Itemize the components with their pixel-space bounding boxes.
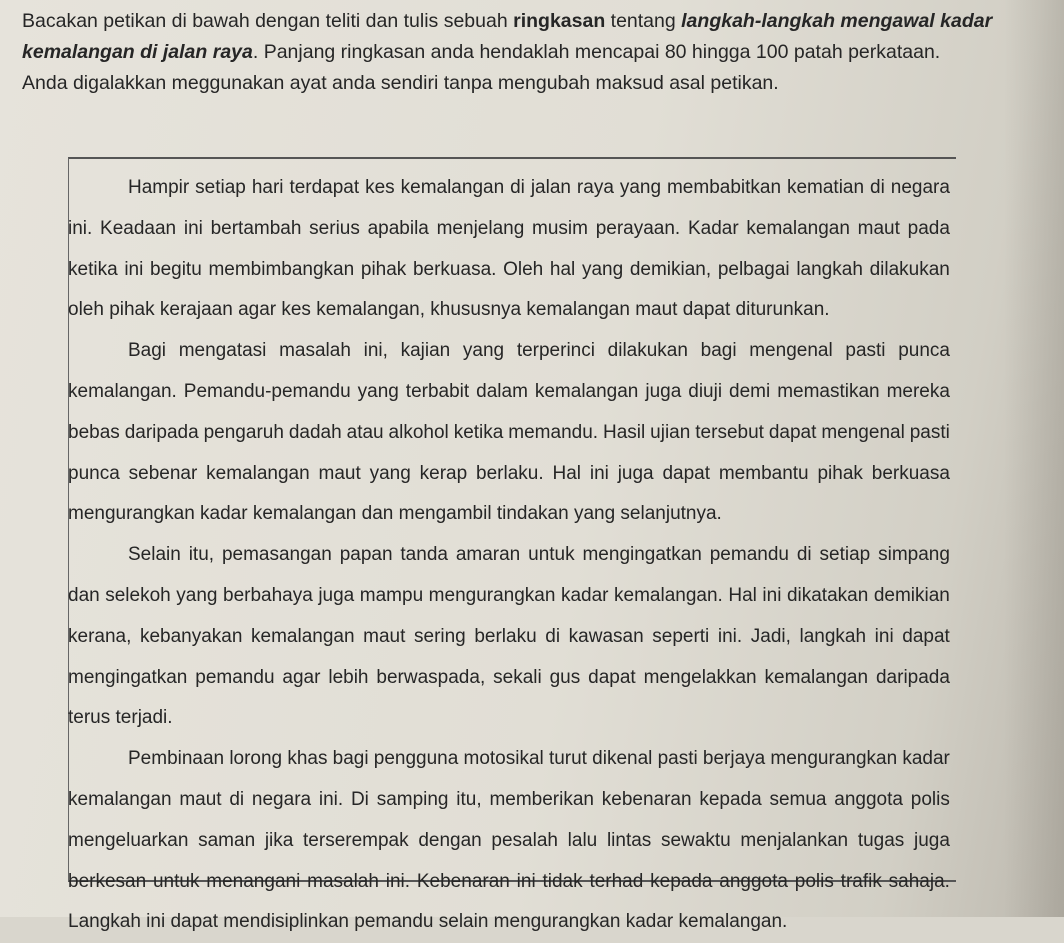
passage-word: dapat bbox=[902, 625, 950, 647]
passage-word: terserempak bbox=[303, 829, 409, 851]
passage-word: tersebut bbox=[695, 421, 764, 443]
passage-word: setiap bbox=[195, 177, 246, 198]
passage-word: Pembinaan bbox=[128, 748, 225, 770]
passage-line bbox=[68, 617, 954, 658]
passage-word: hal bbox=[549, 258, 576, 280]
passage-word: ini bbox=[589, 462, 609, 484]
passage-line bbox=[68, 168, 954, 209]
passage-word: agar bbox=[282, 666, 321, 688]
passage-word: demi bbox=[729, 380, 771, 402]
passage-word: begitu bbox=[150, 258, 202, 280]
passage-word: hari bbox=[251, 177, 284, 198]
passage-line-text: oleh pihak kerajaan agar kes kemalangan, khususnya kemalangan maut dapat diturunkan. bbox=[68, 299, 830, 321]
passage-word: kepada bbox=[650, 870, 713, 892]
passage-word: jika bbox=[264, 829, 294, 851]
passage-line bbox=[68, 821, 954, 862]
passage-word: Kebenaran bbox=[416, 870, 510, 892]
passage-word: ujian bbox=[650, 421, 691, 443]
passage-word: maut bbox=[363, 625, 406, 647]
passage-word: di bbox=[510, 177, 525, 198]
passage-word: untuk bbox=[528, 544, 575, 566]
passage-word: berkuasa bbox=[871, 462, 950, 484]
passage-word: pemandu bbox=[195, 666, 275, 688]
passage-word: mengeluarkan bbox=[68, 829, 189, 851]
passage-word: masalah bbox=[279, 340, 351, 362]
passage-word: atau bbox=[346, 421, 384, 443]
passage-word: maut bbox=[857, 217, 900, 239]
passage-word: daripada bbox=[124, 421, 199, 443]
passage-line bbox=[68, 372, 954, 413]
passage-word: membabitkan bbox=[666, 177, 782, 198]
passage-word: menjalankan bbox=[740, 829, 849, 851]
passage-word: terperinci bbox=[516, 340, 595, 362]
passage-word: simpang bbox=[878, 544, 950, 566]
passage-word: apabila bbox=[367, 217, 429, 239]
passage-word: mampu bbox=[359, 584, 424, 606]
passage-line bbox=[68, 290, 954, 331]
passage-word: samping bbox=[376, 788, 449, 810]
passage-word: pengaruh bbox=[203, 421, 284, 443]
passage-word: semua bbox=[769, 788, 827, 810]
passage-word: demikian, bbox=[629, 258, 712, 280]
passage-word: berbahaya bbox=[223, 584, 313, 606]
passage-line bbox=[68, 576, 954, 617]
passage-word: langkah bbox=[796, 258, 863, 280]
passage-word: raya bbox=[576, 177, 614, 198]
passage-line bbox=[68, 862, 954, 903]
passage-word: ini. bbox=[318, 788, 344, 810]
passage-word: Pemandu-pemandu bbox=[183, 380, 351, 402]
passage-word: khas bbox=[287, 748, 328, 770]
passage-word: membantu bbox=[718, 462, 809, 484]
passage-word: langkah bbox=[799, 625, 867, 647]
instructions bbox=[22, 6, 1012, 99]
passage-word: mengingatkan bbox=[582, 544, 702, 566]
passage-word: menangani bbox=[206, 870, 301, 892]
passage-word: musim bbox=[532, 217, 588, 239]
instructions-line-3: Anda digalakkan meggunakan ayat anda sendiri tanpa mengubah maksud asal petikan. bbox=[22, 72, 779, 94]
passage-word: ini bbox=[762, 584, 782, 606]
passage-word: lorong bbox=[229, 748, 283, 770]
passage-word: berlaku. bbox=[476, 462, 544, 484]
passage-line bbox=[68, 454, 954, 495]
topic-part-2: kemalangan di jalan raya bbox=[22, 41, 253, 63]
passage-word: kemalangan. bbox=[68, 380, 177, 402]
passage-line bbox=[68, 698, 954, 739]
passage-word: pihak bbox=[360, 258, 407, 280]
passage-word: mengingatkan bbox=[68, 666, 188, 688]
passage-word: polis bbox=[794, 870, 834, 892]
passage-word: tidak bbox=[542, 870, 583, 892]
passage-word: Hal bbox=[728, 584, 757, 606]
passage-word: kemalangan. bbox=[614, 584, 723, 606]
passage-word: kemalangan bbox=[534, 380, 639, 402]
passage-word: mengenal bbox=[821, 421, 905, 443]
passage-word: yang bbox=[619, 177, 662, 198]
passage-line bbox=[68, 494, 954, 535]
passage-line bbox=[68, 209, 954, 250]
passage-word: di bbox=[545, 625, 561, 647]
passage-word: mengenal bbox=[749, 340, 833, 362]
passage-word: masalah bbox=[307, 870, 379, 892]
passage-word: kemalangan bbox=[400, 177, 505, 198]
passage-line-text: mengurangkan kadar kemalangan dan mengambil tindakan yang selanjutnya. bbox=[68, 503, 722, 525]
passage-word: pasti bbox=[909, 421, 950, 443]
instructions-line-2: kemalangan di jalan raya. Panjang ringkasan anda hendaklah mencapai 80 hingga 100 patah perkataan. bbox=[22, 41, 941, 63]
passage-word: trafik bbox=[840, 870, 882, 892]
passage-word: mengurangkan bbox=[770, 748, 898, 770]
passage-word: sewaktu bbox=[660, 829, 731, 851]
passage-word: negara bbox=[890, 177, 950, 198]
passage-word: lintas bbox=[606, 829, 652, 851]
passage-word: ini. bbox=[717, 625, 743, 647]
passage-word: negara bbox=[251, 788, 312, 810]
passage-word: kerana, bbox=[68, 625, 132, 647]
passage-word: kerap bbox=[419, 462, 468, 484]
passage-line bbox=[68, 250, 954, 291]
passage-word: kemalangan bbox=[206, 462, 310, 484]
passage-word: gus bbox=[549, 666, 581, 688]
passage-word: sering bbox=[414, 625, 466, 647]
passage-word: Hampir bbox=[128, 177, 190, 198]
passage-word: berkuasa. bbox=[412, 258, 497, 280]
passage-word: tugas bbox=[857, 829, 905, 851]
passage-word: dapat bbox=[588, 666, 636, 688]
passage-word: itu, bbox=[188, 544, 215, 566]
passage-word: dapat bbox=[768, 421, 817, 443]
passage-word: Selain bbox=[128, 544, 181, 566]
passage-word: amaran bbox=[455, 544, 521, 566]
passage-word: pesalah bbox=[491, 829, 558, 851]
passage-word: Hasil bbox=[603, 421, 646, 443]
passage-word: pemandu bbox=[709, 544, 789, 566]
passage-word: dalam bbox=[476, 380, 528, 402]
passage-word: mereka bbox=[886, 380, 950, 402]
passage-word: maut bbox=[318, 462, 361, 484]
passage-word: dikenal bbox=[592, 748, 653, 770]
passage-word: Hal bbox=[552, 462, 581, 484]
passage-word: bagi bbox=[332, 748, 369, 770]
passage-word: di bbox=[796, 544, 812, 566]
passage-line bbox=[68, 739, 954, 780]
passage-word: kadar bbox=[560, 584, 609, 606]
passage-word: juga bbox=[913, 829, 950, 851]
passage-word: diuji bbox=[688, 380, 723, 402]
passage-word: serius bbox=[309, 217, 360, 239]
passage-word: bertambah bbox=[210, 217, 302, 239]
passage-word: lalu bbox=[567, 829, 598, 851]
passage-word: pihak bbox=[817, 462, 863, 484]
passage-word: mengelakkan bbox=[643, 666, 757, 688]
passage-word: juga bbox=[645, 380, 682, 402]
passage-word: kemalangan bbox=[764, 666, 869, 688]
passage-word: dadah bbox=[288, 421, 342, 443]
passage-word: Jadi, bbox=[750, 625, 791, 647]
passage-word: juga bbox=[318, 584, 355, 606]
passage-word: sebenar bbox=[128, 462, 198, 484]
passage-word: polis bbox=[910, 788, 950, 810]
passage-word: selekoh bbox=[105, 584, 171, 606]
passage-word: alkohol bbox=[388, 421, 449, 443]
passage-word: Oleh bbox=[503, 258, 544, 280]
passage-word: maut bbox=[179, 788, 222, 810]
passage-word: sekali bbox=[493, 666, 542, 688]
passage-word: dapat bbox=[662, 462, 711, 484]
passage-word: itu, bbox=[456, 788, 482, 810]
passage-word: memberikan bbox=[489, 788, 594, 810]
passage-word: ini bbox=[183, 217, 203, 239]
passage-line bbox=[68, 780, 954, 821]
passage-word: yang bbox=[369, 462, 411, 484]
passage-word: mengatasi bbox=[178, 340, 267, 362]
passage-line bbox=[68, 413, 954, 454]
passage-word: kadar bbox=[902, 748, 950, 770]
passage-word: anggota bbox=[719, 870, 788, 892]
passage-word: memastikan bbox=[777, 380, 880, 402]
passage-word: ini bbox=[516, 870, 536, 892]
passage-word: yang bbox=[357, 380, 399, 402]
passage-word: punca bbox=[68, 462, 120, 484]
passage-word: pasti bbox=[657, 748, 698, 770]
passage-word: terbabit bbox=[405, 380, 470, 402]
passage-word: ketika bbox=[453, 421, 504, 443]
passage-word: Di bbox=[350, 788, 369, 810]
page-edge-shadow bbox=[1004, 0, 1064, 917]
passage-line bbox=[68, 331, 954, 372]
passage-word: terdapat bbox=[289, 177, 360, 198]
passage-word: mengurangkan bbox=[428, 584, 556, 606]
passage-word: kemalangan bbox=[68, 788, 172, 810]
passage-line-text: Langkah ini dapat mendisiplinkan pemandu selain mengurangkan kadar kemalangan. bbox=[68, 911, 788, 933]
passage-word: pengguna bbox=[373, 748, 459, 770]
passage-word: turut bbox=[548, 748, 587, 770]
passage-line bbox=[68, 902, 954, 943]
passage-word: bebas bbox=[68, 421, 120, 443]
passage-line-text: terus terjadi. bbox=[68, 707, 173, 729]
passage-word: untuk bbox=[152, 870, 200, 892]
passage-word: setiap bbox=[819, 544, 871, 566]
passage-word: membimbangkan bbox=[208, 258, 355, 280]
passage-word: menjelang bbox=[436, 217, 525, 239]
passage-word: ini bbox=[124, 258, 144, 280]
passage-word: dikatakan bbox=[786, 584, 869, 606]
passage-text bbox=[68, 168, 954, 943]
passage-word: juga bbox=[617, 462, 654, 484]
passage-word: ini. bbox=[68, 217, 93, 239]
passage-word: yang bbox=[462, 340, 505, 362]
passage-word: Bagi bbox=[128, 340, 167, 362]
instructions-line-1: Bacakan petikan di bawah dengan teliti dan tulis sebuah ringkasan tentang langkah-langkah mengawal kadar bbox=[22, 10, 993, 32]
passage-word: berjaya bbox=[702, 748, 766, 770]
passage-word: yang bbox=[176, 584, 218, 606]
passage-word: kawasan bbox=[568, 625, 644, 647]
passage-word: berlaku bbox=[474, 625, 537, 647]
passage-word: ketika bbox=[68, 258, 118, 280]
passage-word: seperti bbox=[652, 625, 710, 647]
passage-word: yang bbox=[581, 258, 624, 280]
passage-line bbox=[68, 535, 954, 576]
passage-word: daripada bbox=[875, 666, 950, 688]
passage-word: jalan bbox=[530, 177, 571, 198]
passage-word: kematian bbox=[786, 177, 865, 198]
passage-word: berkesan bbox=[68, 870, 147, 892]
passage-word: ini bbox=[874, 625, 894, 647]
passage-line bbox=[68, 658, 954, 699]
passage-word: kemalangan bbox=[251, 625, 355, 647]
passage-word: terhad bbox=[589, 870, 644, 892]
passage-word: pemasangan bbox=[221, 544, 332, 566]
passage-word: kes bbox=[365, 177, 395, 198]
passage-word: Kadar bbox=[687, 217, 739, 239]
passage-word: pada bbox=[907, 217, 950, 239]
passage-word: ini, bbox=[363, 340, 388, 362]
passage-word: sahaja. bbox=[888, 870, 950, 892]
passage-word: kemalangan bbox=[746, 217, 850, 239]
passage-word: anggota bbox=[834, 788, 903, 810]
passage-word: saman bbox=[198, 829, 256, 851]
passage-word: Keadaan bbox=[100, 217, 177, 239]
passage-word: di bbox=[229, 788, 245, 810]
passage-word: berwaspada, bbox=[376, 666, 486, 688]
topic-part-1: langkah-langkah mengawal kadar bbox=[681, 10, 993, 32]
passage-word: kebanyakan bbox=[139, 625, 243, 647]
passage-word: punca bbox=[898, 340, 950, 362]
passage-word: motosikal bbox=[463, 748, 544, 770]
passage-word: memandu. bbox=[508, 421, 599, 443]
keyword-ringkasan: ringkasan bbox=[513, 10, 606, 32]
passage-word: pelbagai bbox=[717, 258, 790, 280]
passage-word: perayaan. bbox=[595, 217, 681, 239]
passage-word: bagi bbox=[700, 340, 737, 362]
passage-word: ini. bbox=[385, 870, 411, 892]
passage-word: dilakukan bbox=[607, 340, 688, 362]
passage-word: tanda bbox=[400, 544, 448, 566]
passage-word: dengan bbox=[418, 829, 482, 851]
passage-word: kajian bbox=[400, 340, 451, 362]
passage-word: dilakukan bbox=[869, 258, 950, 280]
passage-word: papan bbox=[339, 544, 393, 566]
passage-word: kepada bbox=[699, 788, 762, 810]
passage-word: dan bbox=[68, 584, 100, 606]
passage-word: pasti bbox=[845, 340, 886, 362]
passage-word: di bbox=[870, 177, 885, 198]
passage-word: lebih bbox=[328, 666, 369, 688]
passage-word: demikian bbox=[873, 584, 950, 606]
passage-word: kebenaran bbox=[601, 788, 692, 810]
